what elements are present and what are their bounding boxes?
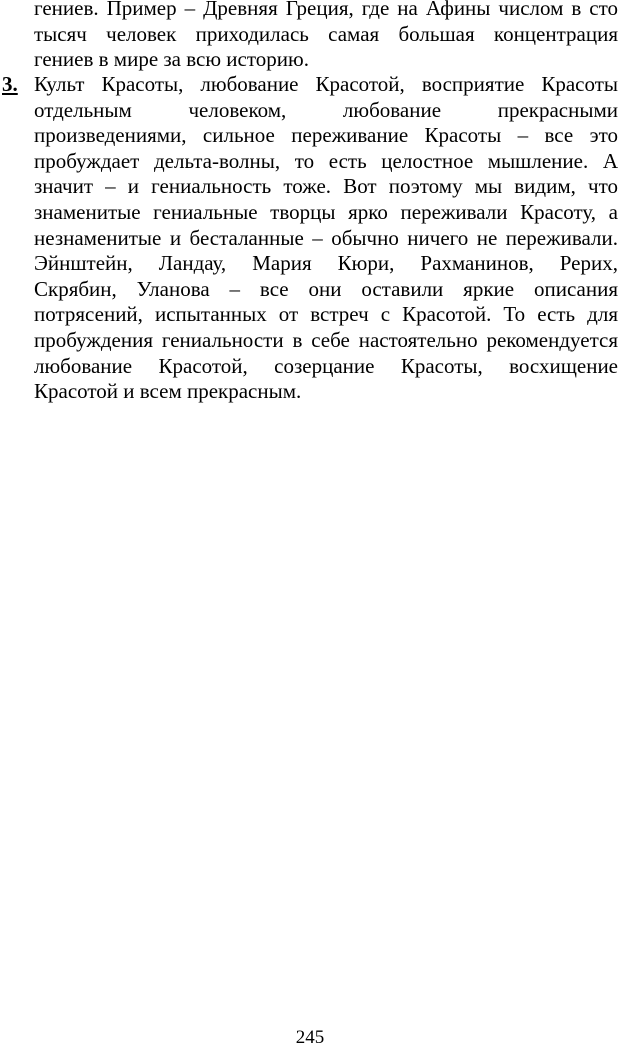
list-item-number: 3. <box>2 72 18 96</box>
text-line: любование Красотой, созерцание Красоты, восхищение <box>34 353 618 378</box>
text-line: потрясений, испытанных от встреч с Красотой. То есть для <box>34 302 618 327</box>
text-line: отдельным человеком, любование прекрасными <box>34 97 618 122</box>
text-line: гениев. Пример – Древняя Греция, где на Афины числом в сто <box>34 0 618 20</box>
text-line: Эйнштейн, Ландау, Мария Кюри, Рахманинов, Рерих, <box>34 251 618 276</box>
text-line: Скрябин, Уланова – все они оставили яркие описания <box>34 276 618 301</box>
text-line: пробуждает дельта-волны, то есть целостное мышление. А <box>34 148 618 173</box>
continuation-paragraph <box>34 0 618 73</box>
list-item-paragraph <box>34 72 618 405</box>
text-line: Культ Красоты, любование Красотой, восприятие Красоты <box>34 72 618 96</box>
text-line: значит – и гениальность тоже. Вот поэтому мы видим, что <box>34 174 618 199</box>
text-line: тысяч человек приходилась самая большая концентрация <box>34 21 618 46</box>
text-line: незнаменитые и бесталанные – обычно ничего не переживали. <box>34 225 618 250</box>
page-number: 245 <box>295 1027 325 1048</box>
text-line: знаменитые гениальные творцы ярко переживали Красоту, а <box>34 199 618 224</box>
text-line: гениев в мире за всю историю. <box>34 47 309 72</box>
text-line: произведениями, сильное переживание Красоты – все это <box>34 123 618 148</box>
text-line: Красотой и всем прекрасным. <box>34 379 302 404</box>
text-line: пробуждения гениальности в себе настоятельно рекомендуется <box>34 327 618 352</box>
